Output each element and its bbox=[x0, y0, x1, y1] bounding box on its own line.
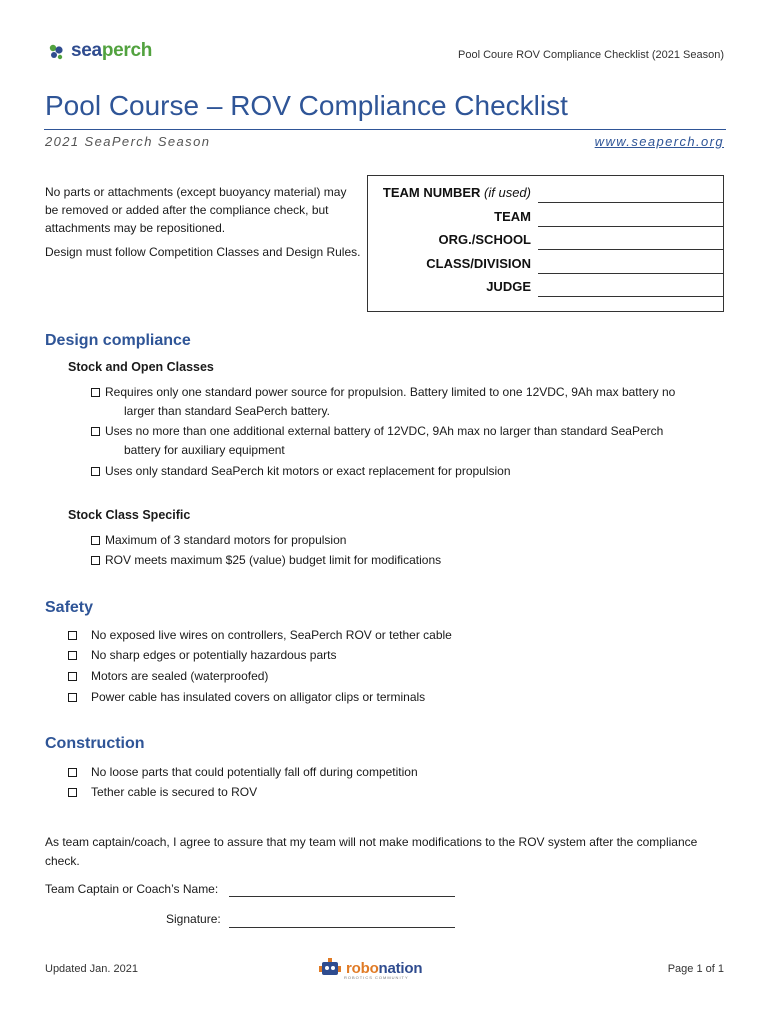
class-division-label: CLASS/DIVISION bbox=[426, 256, 531, 271]
checkbox[interactable] bbox=[91, 427, 100, 436]
page-number: Page 1 of 1 bbox=[667, 963, 724, 975]
title-divider bbox=[44, 129, 726, 130]
class-division-row bbox=[368, 253, 723, 273]
checkbox[interactable] bbox=[91, 556, 100, 565]
season-subtitle: 2021 SeaPerch Season bbox=[45, 134, 211, 149]
captain-name-label: Team Captain or Coach’s Name: bbox=[45, 882, 219, 896]
robonation-logo bbox=[318, 957, 422, 979]
team-number-field[interactable] bbox=[538, 182, 723, 203]
judge-label: JUDGE bbox=[486, 279, 531, 294]
judge-field[interactable] bbox=[538, 276, 723, 297]
captain-name-field[interactable] bbox=[229, 896, 455, 897]
org-school-field[interactable] bbox=[538, 229, 723, 250]
intro-paragraph-1: No parts or attachments (except buoyancy material) may be removed or added after the compliance check, but attachments may be repositioned. bbox=[45, 185, 347, 235]
website-link[interactable]: www.seaperch.org bbox=[594, 134, 724, 149]
design-compliance-heading: Design compliance bbox=[45, 332, 191, 349]
checklist-item: ROV meets maximum $25 (value) budget limit for modifications bbox=[91, 551, 731, 570]
seaperch-fish-icon bbox=[47, 41, 67, 61]
checkbox[interactable] bbox=[91, 536, 100, 545]
team-row bbox=[368, 206, 723, 226]
org-school-row bbox=[368, 229, 723, 249]
checkbox[interactable] bbox=[68, 788, 77, 797]
checkbox[interactable] bbox=[68, 693, 77, 702]
intro-paragraph-2: Design must follow Competition Classes and Design Rules. bbox=[45, 245, 361, 259]
checklist-item: Motors are sealed (waterproofed) bbox=[68, 667, 708, 686]
robonation-tagline: ROBOTICS COMMUNITY bbox=[344, 975, 409, 980]
checklist-item: No loose parts that could potentially fall off during competition bbox=[68, 763, 708, 782]
stock-open-classes-heading: Stock and Open Classes bbox=[68, 360, 214, 374]
org-school-label: ORG./SCHOOL bbox=[438, 232, 531, 247]
checkbox[interactable] bbox=[68, 651, 77, 660]
team-field[interactable] bbox=[538, 206, 723, 227]
safety-heading: Safety bbox=[45, 599, 94, 616]
checkbox[interactable] bbox=[68, 768, 77, 777]
team-info-box bbox=[367, 175, 724, 312]
seaperch-logo bbox=[47, 40, 152, 62]
intro-text bbox=[45, 183, 363, 267]
checklist-item: Uses no more than one additional external battery of 12VDC, 9Ah max no larger than standard SeaPerch battery for auxiliary equipment bbox=[91, 422, 731, 460]
checklist-item: No sharp edges or potentially hazardous parts bbox=[68, 646, 708, 665]
signature-label: Signature: bbox=[166, 912, 221, 926]
class-division-field[interactable] bbox=[538, 253, 723, 274]
checklist-item: Power cable has insulated covers on alligator clips or terminals bbox=[68, 688, 708, 707]
team-number-row bbox=[368, 182, 723, 202]
checklist-item: Requires only one standard power source for propulsion. Battery limited to one 12VDC, 9Ah max battery no larger than standard SeaPerch battery. bbox=[91, 383, 731, 421]
checklist-item: Uses only standard SeaPerch kit motors or exact replacement for propulsion bbox=[91, 462, 731, 481]
checkbox[interactable] bbox=[68, 631, 77, 640]
construction-heading: Construction bbox=[45, 735, 145, 752]
robot-icon bbox=[318, 957, 342, 979]
checkbox[interactable] bbox=[91, 388, 100, 397]
agreement-statement: As team captain/coach, I agree to assure that my team will not make modifications to the ROV system after the compliance check. bbox=[45, 835, 698, 868]
checkbox[interactable] bbox=[91, 467, 100, 476]
if-used-note: (if used) bbox=[484, 185, 531, 200]
team-number-label: TEAM NUMBER bbox=[382, 185, 481, 200]
running-header: Pool Coure ROV Compliance Checklist (2021 Season) bbox=[458, 49, 724, 61]
page-title: Pool Course – ROV Compliance Checklist bbox=[45, 90, 568, 121]
seaperch-wordmark: seaperch bbox=[71, 40, 153, 61]
judge-row bbox=[368, 276, 723, 296]
checklist-item: Maximum of 3 standard motors for propulsion bbox=[91, 531, 731, 550]
stock-class-specific-heading: Stock Class Specific bbox=[68, 508, 191, 522]
checklist-item: Tether cable is secured to ROV bbox=[68, 783, 708, 802]
checklist-item: No exposed live wires on controllers, SeaPerch ROV or tether cable bbox=[68, 626, 708, 645]
robonation-wordmark: robonation bbox=[346, 959, 423, 977]
signature-field[interactable] bbox=[229, 927, 455, 928]
updated-date: Updated Jan. 2021 bbox=[45, 963, 138, 975]
checkbox[interactable] bbox=[68, 672, 77, 681]
team-label: TEAM bbox=[494, 209, 531, 224]
